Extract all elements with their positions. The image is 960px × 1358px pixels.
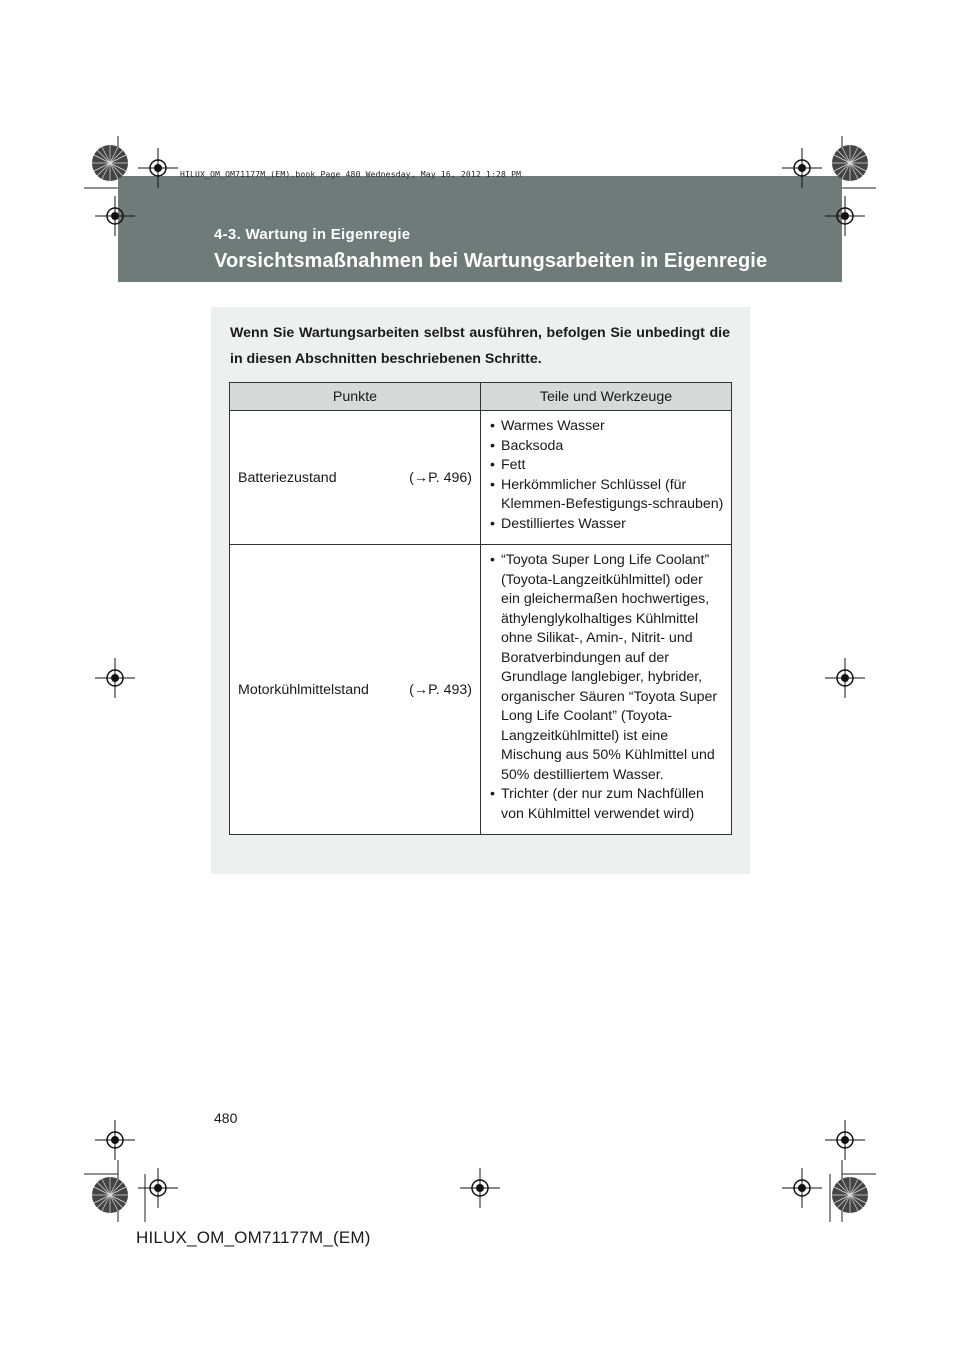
list-item: • Warmes Wasser xyxy=(490,417,725,437)
bullet-icon: • xyxy=(490,786,495,802)
bullet-icon: • xyxy=(490,457,495,473)
bullet-icon: • xyxy=(490,515,495,532)
crosshair-target-icon xyxy=(460,1168,500,1208)
crosshair-target-icon xyxy=(95,1120,135,1160)
item-name: Motorkühlmittelstand xyxy=(238,681,369,698)
item-name: Batteriezustand xyxy=(238,469,337,486)
crosshair-target-icon xyxy=(782,1168,822,1208)
crosshair-target-icon xyxy=(825,1120,865,1160)
crosshair-target-icon xyxy=(782,148,822,188)
list-item: • Trichter (der nur zum Nachfüllen von Kühlmittel verwendet wird) xyxy=(490,786,704,822)
registration-disc-icon xyxy=(90,1175,130,1215)
crosshair-target-icon xyxy=(138,1168,178,1208)
bullet-icon: • xyxy=(490,418,495,434)
crosshair-target-icon xyxy=(825,196,865,236)
bullet-icon: • xyxy=(490,476,495,493)
file-header: HILUX_OM_OM71177M_(EM).book Page 480 Wednesday, May 16, 2012 1:28 PM xyxy=(180,170,522,179)
crosshair-target-icon xyxy=(95,196,135,236)
intro-text: Wenn Sie Wartungsarbeiten selbst ausführen, befolgen Sie unbedingt die in diesen Abschnitten beschriebenen Schritte. xyxy=(230,325,730,367)
bullet-icon: • xyxy=(490,437,495,454)
page-reference: (→P. 496) xyxy=(409,469,472,486)
column-header-items: Punkte xyxy=(230,383,481,411)
crosshair-target-icon xyxy=(138,148,178,188)
page-number: 480 xyxy=(214,1110,238,1126)
bullet-icon: • xyxy=(490,552,495,568)
page-title: Vorsichtsmaßnahmen bei Wartungsarbeiten in Eigenregie xyxy=(214,250,768,272)
footer-code: HILUX_OM_OM71177M_(EM) xyxy=(136,1228,371,1247)
column-header-tools: Teile und Werkzeuge xyxy=(481,383,732,411)
list-item: • “Toyota Super Long Life Coolant” (Toyota-Langzeitkühlmittel) oder ein gleichermaßen hochwertiges, äthylenglykolhaltiges Kühlmittel ohne Silikat-, Amin-, Nitrit- und Boratverbindungen auf der Grundlage langlebiger, hybrider, organischer Säuren “Toyota Super Long Life Coolant” (Toyota-Langzeitkühlmittel) ist eine Mischung aus 50% Kühlmittel und 50% destilliertem Wasser. xyxy=(490,552,718,783)
section-label: 4-3. Wartung in Eigenregie xyxy=(214,226,411,243)
crosshair-target-icon xyxy=(95,658,135,698)
registration-disc-icon xyxy=(90,143,130,183)
page-reference: (→P. 493) xyxy=(409,681,472,698)
list-item: • Herkömmlicher Schlüssel (für Klemmen-Befestigungs-schrauben) xyxy=(490,476,724,512)
registration-disc-icon xyxy=(830,143,870,183)
registration-disc-icon xyxy=(830,1175,870,1215)
list-item: • Destilliertes Wasser xyxy=(490,515,725,535)
crosshair-target-icon xyxy=(825,658,865,698)
list-item: • Fett xyxy=(490,456,725,476)
list-item: • Backsoda xyxy=(490,437,725,457)
